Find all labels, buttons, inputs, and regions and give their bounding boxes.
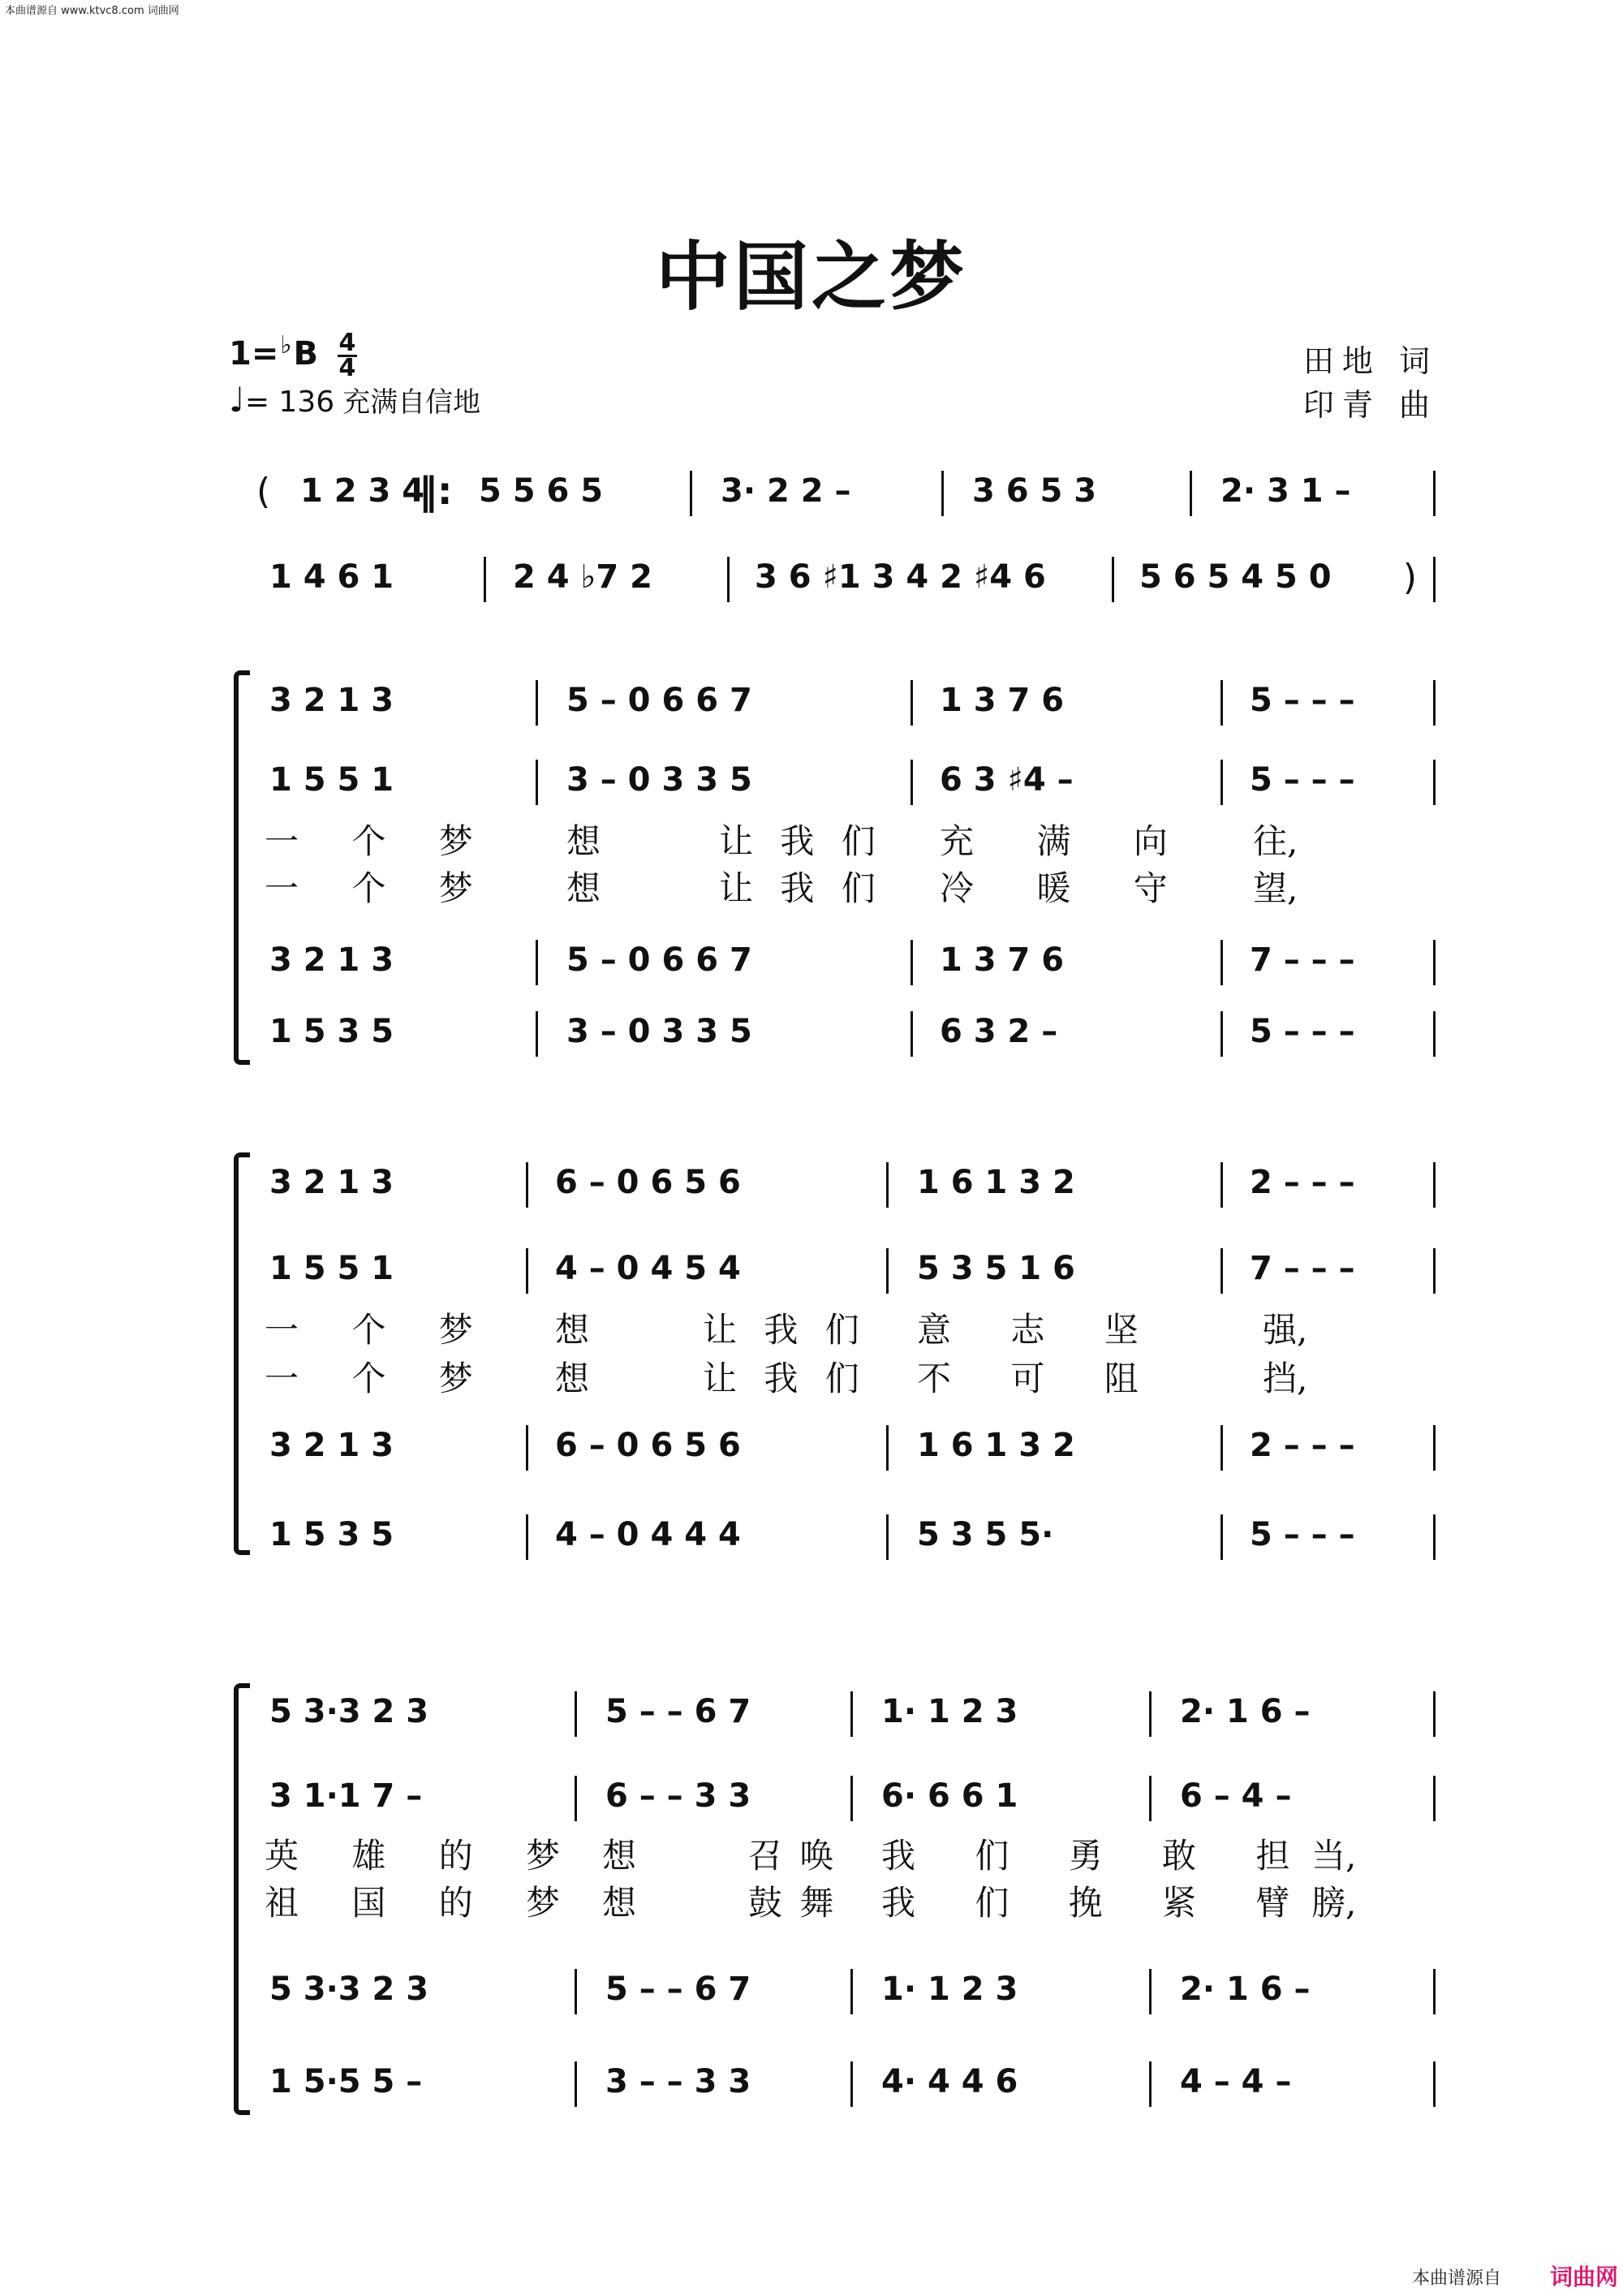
measure: 1 5·5 5 – [269,2063,423,2100]
staff-s4 [265,2058,1438,2110]
lyric-segment: 往, [1253,821,1298,861]
lyric-segment: 不 可 阻 [917,1359,1163,1398]
lyric-segment: 想 [555,1310,590,1350]
system-brace [234,1152,250,1555]
bottom-source-text: 本曲谱源自 [1411,2268,1501,2289]
measure: 2 – – – [1250,1427,1355,1464]
time-bottom: 4 [338,353,356,382]
time-top: 4 [338,328,356,357]
measure: 5 3 5 5· [917,1516,1054,1553]
lyric-verse-1 [265,1824,1438,1876]
intro-row-2: 1 4 6 1 2 4 ♭7 2 3 6 ♯1 3 4 2 ♯4 6 5 6 5 4 5 0 ) [265,554,1438,605]
composer-credit: 印青 曲 [1302,387,1438,423]
site-logo: 词曲网 [1549,2264,1618,2290]
staff-s4 [265,1511,1438,1563]
measure: 5 – – 6 7 [605,1693,751,1730]
key-note: B [293,335,319,373]
key-signature [229,328,357,382]
measure: 5 5 6 5 [479,472,604,510]
lyric-segment: 挡, [1263,1359,1308,1398]
measure: 6 3 ♯4 – [940,761,1074,799]
lyric-segment: 膀, [1311,1883,1357,1923]
measure: 3 2 1 3 [269,941,394,979]
intro-row-1: ( 1 2 3 4 ‖: 5 5 6 5 3· 2 2 – 3 6 5 3 2· 3 1 – [265,467,1438,519]
lyric-verse-1 [265,1299,1438,1350]
measure: 1· 1 2 3 [881,1693,1018,1730]
measure: 5 – – 6 7 [605,1971,751,2008]
measure: 5 – 0 6 6 7 [566,682,752,719]
measure: 5 3 5 1 6 [917,1250,1075,1287]
measure: 3 2 1 3 [269,1427,394,1464]
lyric-segment: 强, [1263,1310,1308,1350]
measure: 1 5 5 1 [269,761,394,799]
measure: 3 – 0 3 3 5 [566,761,752,799]
lyric-segment: 我 们 挽 紧 臂 [881,1883,1315,1923]
lyric-segment: 一 个 梦 [265,1310,494,1350]
lyric-segment: 一 个 梦 [265,868,494,908]
lyric-segment: 充 满 向 [940,821,1194,861]
lyric-segment: 想 [602,1836,637,1876]
lyric-segment: 让 我 们 [703,1359,867,1398]
flat-sign: ♭ [280,331,292,360]
measure: 4 – 0 4 4 4 [555,1516,741,1553]
measure: 2 – – – [1250,1164,1355,1201]
staff-s1 [265,677,1438,729]
lyric-segment: 想 [555,1359,590,1398]
lyricist-credit: 田地 词 [1302,343,1438,379]
measure: 3 1·1 7 – [269,1777,423,1815]
lyric-segment: 祖 国 的 梦 [265,1883,582,1923]
measure: 6 – 4 – [1180,1777,1292,1815]
lyric-segment: 召 唤 [748,1836,837,1876]
lyric-segment: 鼓 舞 [748,1883,837,1923]
measure: 1 3 7 6 [940,941,1065,979]
staff-s2 [265,756,1438,808]
lyric-segment: 让 我 们 [703,1310,867,1350]
lyric-segment: 想 [602,1883,637,1923]
measure: 1 5 3 5 [269,1516,394,1553]
lyric-segment: 冷 暖 守 [940,868,1194,908]
lyric-segment: 一 个 梦 [265,821,494,861]
measure: 3 – 0 3 3 5 [566,1013,752,1050]
lyric-verse-2 [265,1347,1438,1399]
measure: 1 4 6 1 [269,558,394,596]
staff-s3 [265,1966,1438,2018]
system-brace [234,670,250,1065]
measure: 2· 3 1 – [1220,472,1351,510]
staff-s1 [265,1688,1438,1740]
measure: 4· 4 4 6 [881,2063,1018,2100]
tempo-marking [229,380,480,420]
measure: 3 6 ♯1 3 4 2 ♯4 6 [755,558,1046,596]
lyric-verse-2 [265,1872,1438,1923]
quarter-note-icon: ♩ [229,380,245,420]
top-watermark: 本曲谱源自 www.ktvc8.com 词曲网 [5,5,179,17]
tempo-value: = 136 [244,386,335,419]
measure: 4 – 0 4 5 4 [555,1250,741,1287]
measure: 5 – – – [1250,682,1355,719]
staff-s1 [265,1159,1438,1211]
measure: 6· 6 6 1 [881,1777,1018,1815]
lyric-verse-2 [265,857,1438,909]
measure: 3 2 1 3 [269,682,394,719]
staff-s2 [265,1245,1438,1297]
lyric-segment: 一 个 梦 [265,1359,494,1398]
measure: 5 – 0 6 6 7 [566,941,752,979]
staff-s3 [265,937,1438,989]
lyric-segment: 当, [1311,1836,1357,1876]
measure: 1 6 1 3 2 [917,1427,1075,1464]
measure: 5 6 5 4 5 0 [1139,558,1332,596]
lyric-segment: 我 们 勇 敢 担 [881,1836,1315,1876]
measure: 3 6 5 3 [972,472,1097,510]
system-brace [234,1683,250,2115]
measure: 4 – 4 – [1180,2063,1292,2100]
measure: 5 – – – [1250,1516,1355,1553]
measure: 6 – 0 6 5 6 [555,1164,741,1201]
measure: 6 3 2 – [940,1013,1058,1050]
measure: 7 – – – [1250,1250,1355,1287]
lyric-segment: 意 志 坚 [917,1310,1163,1350]
measure: 1· 1 2 3 [881,1971,1018,2008]
measure: 3· 2 2 – [721,472,851,510]
lyric-segment: 想 [566,868,601,908]
measure: 2 4 ♭7 2 [513,558,652,596]
measure: 5 3·3 2 3 [269,1971,429,2008]
lyric-verse-1 [265,810,1438,862]
measure: 6 – 0 6 5 6 [555,1427,741,1464]
measure: 6 – – 3 3 [605,1777,751,1815]
staff-s3 [265,1422,1438,1474]
measure: 3 – – 3 3 [605,2063,751,2100]
key-prefix: 1= [229,335,279,373]
measure: 1 6 1 3 2 [917,1164,1075,1201]
measure: 3 2 1 3 [269,1164,394,1201]
staff-s2 [265,1773,1438,1824]
measure: 1 5 5 1 [269,1250,394,1287]
page-title: 中国之梦 [655,233,967,321]
measure: 1 3 7 6 [940,682,1065,719]
time-signature [338,328,357,382]
measure: 5 – – – [1250,761,1355,799]
lyric-segment: 想 [566,821,601,861]
measure: 5 3·3 2 3 [269,1693,429,1730]
lyric-segment: 让 我 们 [719,868,884,908]
measure: 7 – – – [1250,941,1355,979]
measure: 5 – – – [1250,1013,1355,1050]
intro-pickup: 1 2 3 4 [300,472,425,510]
lyric-segment: 望, [1253,868,1298,908]
measure: 2· 1 6 – [1180,1971,1311,2008]
lyric-segment: 让 我 们 [719,821,884,861]
repeat-start-sign: ‖: [419,469,453,513]
staff-s4 [265,1008,1438,1060]
measure: 2· 1 6 – [1180,1693,1311,1730]
expression-mark: 充满自信地 [342,386,481,419]
measure: 1 5 3 5 [269,1013,394,1050]
lyric-segment: 英 雄 的 梦 [265,1836,582,1876]
